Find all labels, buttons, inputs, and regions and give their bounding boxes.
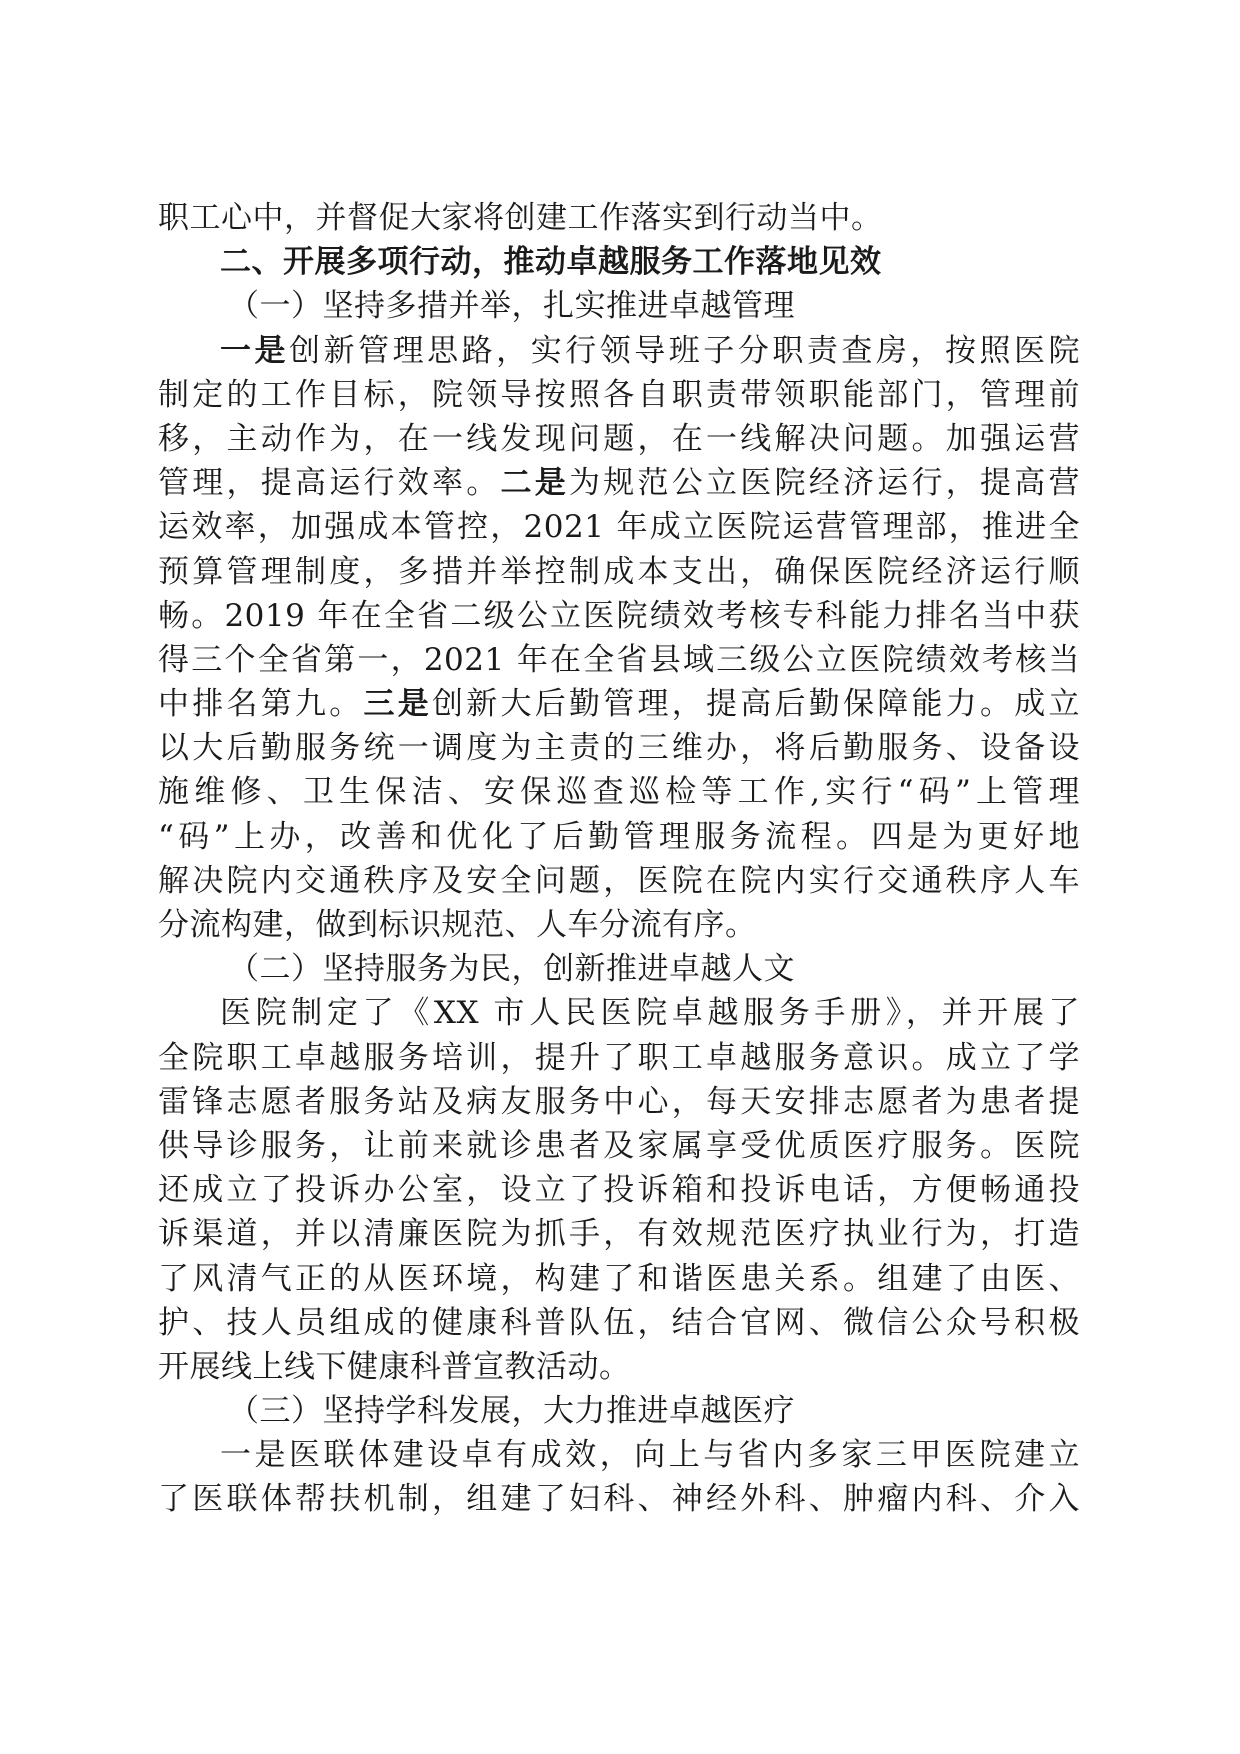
paragraph-line [158,682,1080,726]
paragraph-line [158,329,1080,373]
paragraph-text: 管理，提高运行效率。 [158,465,501,502]
paragraph-line: 得三个全省第一，2021 年在全省县域三级公立医院绩效考核当 [158,641,1080,678]
paragraph-line: 移，主动作为，在一线发现问题，在一线解决问题。加强运营 [158,420,1080,457]
paragraph-line: 职工心中，并督促大家将创建工作落实到行动当中。 [158,200,883,236]
paragraph-line [158,461,1080,505]
paragraph-line: 了医联体帮扶机制，组建了妇科、神经外科、肿瘤内科、介入 [158,1481,1080,1518]
lead-keyword: 二是 [500,465,569,502]
paragraph-line: 以大后勤服务统一调度为主责的三维办，将后勤服务、设备设 [158,730,1080,767]
paragraph-line: 雷锋志愿者服务站及病友服务中心，每天安排志愿者为患者提 [158,1083,1080,1120]
paragraph-line: 一是医联体建设卓有成效，向上与省内多家三甲医院建立 [220,1437,1080,1474]
document-body [158,196,1080,1522]
paragraph-line: 了风清气正的从医环境，构建了和谐医患关系。组建了由医、 [158,1260,1080,1297]
section-heading: 二、开展多项行动，推动卓越服务工作落地见效 [220,244,882,281]
lead-keyword: 一是 [220,332,290,369]
paragraph-line: “码”上办，改善和优化了后勤管理服务流程。四是为更好地 [158,818,1080,855]
paragraph-line: 医院制定了《XX 市人民医院卓越服务手册》，并开展了 [220,995,1080,1032]
paragraph-line: 护、技人员组成的健康科普队伍，结合官网、微信公众号积极 [158,1304,1080,1341]
paragraph-line: 运效率，加强成本管控，2021 年成立医院运营管理部，推进全 [158,509,1080,546]
paragraph-line: 供导诊服务，让前来就诊患者及家属享受优质医疗服务。医院 [158,1127,1080,1164]
paragraph-line: 制定的工作目标，院领导按照各自职责带领职能部门，管理前 [158,376,1080,413]
lead-keyword: 三是 [363,686,432,723]
paragraph-line: 还成立了投诉办公室，设立了投诉箱和投诉电话，方便畅通投 [158,1172,1080,1209]
subsection-heading: （三）坚持学科发展，大力推进卓越医疗 [228,1393,795,1430]
paragraph-line: 全院职工卓越服务培训，提升了职工卓越服务意识。成立了学 [158,1039,1080,1076]
subsection-heading: （二）坚持服务为民，创新推进卓越人文 [228,951,795,988]
paragraph-line: 畅。2019 年在全省二级公立医院绩效考核专科能力排名当中获 [158,597,1080,634]
paragraph-text: 中排名第九。 [158,686,364,723]
paragraph-line: 施维修、卫生保洁、安保巡查巡检等工作,实行“码”上管理 [158,774,1080,811]
paragraph-line: 预算管理制度，多措并举控制成本支出，确保医院经济运行顺 [158,553,1080,590]
paragraph-line: 开展线上线下健康科普宣教活动。 [158,1348,631,1385]
paragraph-text: 为规范公立医院经济运行，提高营 [569,465,1080,502]
paragraph-text: 创新管理思路，实行领导班子分职责查房，按照医院 [289,332,1081,369]
paragraph-line: 解决院内交通秩序及安全问题，医院在院内实行交通秩序人车 [158,862,1080,899]
subsection-heading: （一）坚持多措并举，扎实推进卓越管理 [228,288,795,325]
paragraph-line: 诉渠道，并以清廉医院为抓手，有效规范医疗执业行为，打造 [158,1216,1080,1253]
paragraph-line: 分流构建，做到标识规范、人车分流有序。 [158,907,757,943]
paragraph-text: 创新大后勤管理，提高后勤保障能力。成立 [432,686,1080,723]
